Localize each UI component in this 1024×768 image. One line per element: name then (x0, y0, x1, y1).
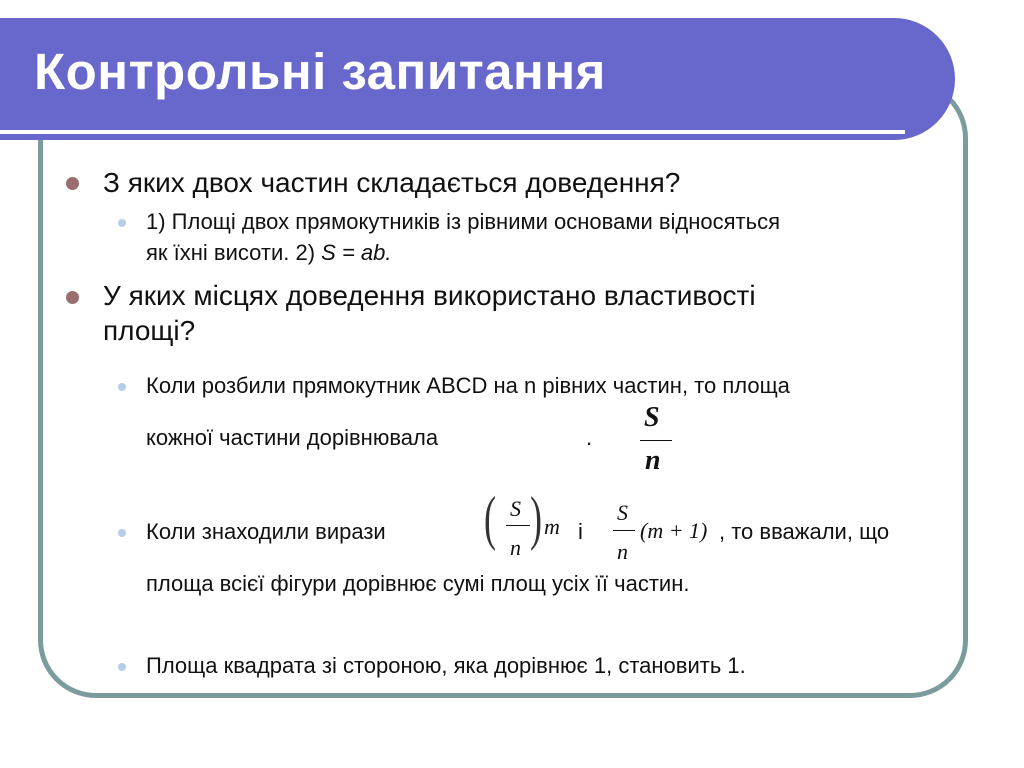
slide-title: Контрольні запитання (34, 43, 606, 100)
question-2-line2: площі? (103, 315, 196, 346)
answer-1-formula: S = ab. (321, 240, 392, 265)
expr2-den: n (617, 539, 628, 564)
expr1-den: n (510, 535, 521, 560)
expr2-factor: (m + 1) (640, 518, 708, 543)
expr2-frac-bar (613, 530, 635, 531)
bullet-sub2 (118, 529, 126, 537)
expr1-frac-bar (506, 525, 530, 526)
sub2-suffix: , то вважали, що (719, 519, 890, 544)
sub1-line1: Коли розбили прямокутник ABCD на n рівних частин, то площа (146, 373, 790, 398)
bullet-q1 (66, 177, 79, 190)
bullet-sub3 (118, 663, 126, 671)
answer-1-line2 (146, 238, 392, 268)
sub2-line2: площа всієї фігури дорівнює сумі площ усіх її частин. (146, 571, 690, 596)
sub1-frac-num: S (644, 402, 660, 433)
sub1-frac-bar (640, 440, 672, 441)
sub2-conj: і (578, 519, 583, 544)
expr1-factor: m (544, 514, 560, 539)
question-2-line1: У яких місцях доведення використано властивості (103, 280, 756, 311)
expr1-num: S (510, 496, 521, 521)
bullet-q2 (66, 291, 79, 304)
sub1-period: . (586, 425, 593, 450)
sub2-prefix: Коли знаходили вирази (146, 519, 386, 544)
sub1-line2: кожної частини дорівнювала (146, 425, 439, 450)
question-1: З яких двох частин складається доведення? (103, 167, 681, 198)
expr2-num: S (617, 500, 628, 525)
bullet-sub1 (118, 383, 126, 391)
answer-1-prefix: як їхні висоти. 2) (146, 240, 322, 265)
sub1-frac-den: n (645, 445, 661, 476)
title-underline (0, 130, 905, 134)
sub3-text: Площа квадрата зі стороною, яка дорівнює 1, становить 1. (146, 653, 746, 678)
expr1-left-paren: ( (484, 485, 496, 551)
bullet-a1 (118, 219, 126, 227)
answer-1-line1: 1) Площі двох прямокутників із рівними основами відносяться (146, 209, 781, 234)
expr1-right-paren: ) (530, 485, 542, 551)
